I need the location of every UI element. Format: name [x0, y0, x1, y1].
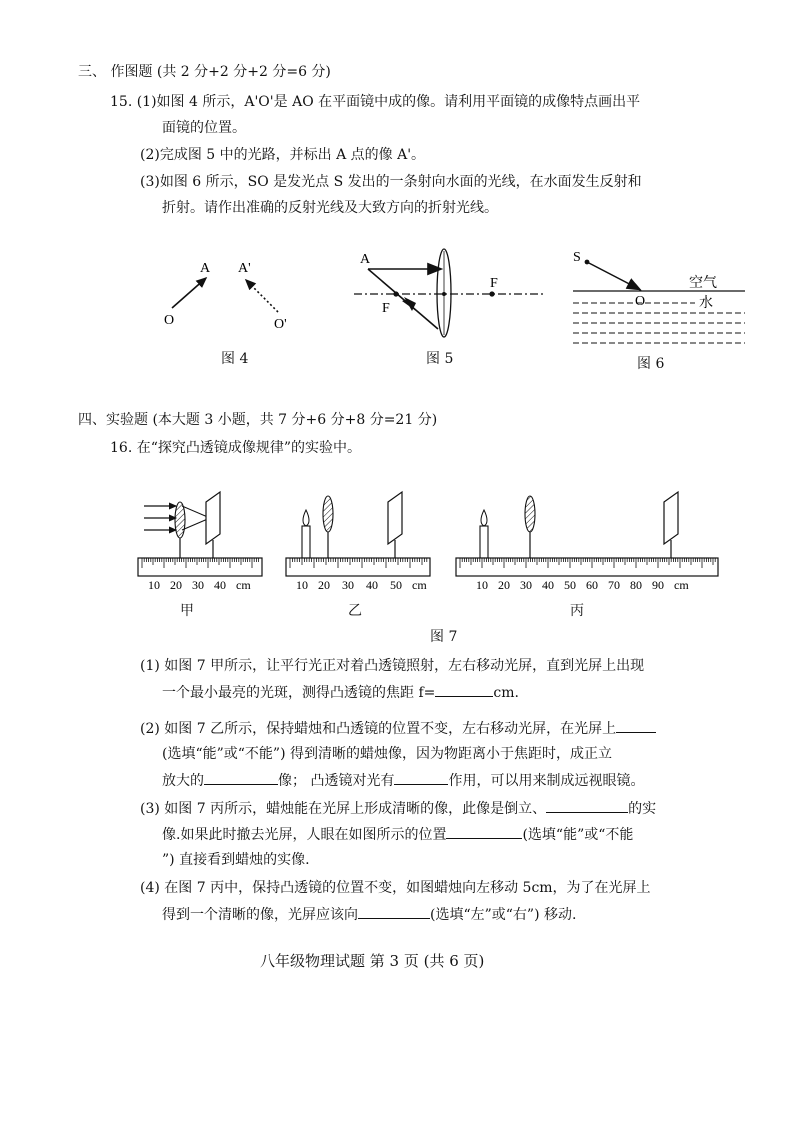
- section4-title: 四、实验题 (本大题 3 小题，共 7 分+6 分+8 分=21 分): [78, 412, 438, 428]
- figure-6: [565, 245, 745, 355]
- q16-1-line1: (1) 如图 7 甲所示，让平行光正对着凸透镜照射，左右移动光屏，直到光屏上出现: [140, 658, 645, 674]
- q16-4-text-b: (选填“左”或“右”) 移动.: [430, 907, 577, 923]
- ruler-bing-10: 10: [476, 578, 488, 592]
- fig5-caption: 图 5: [426, 351, 454, 367]
- fig4-label-O: O: [164, 313, 175, 328]
- fig5-label-F-left: F: [382, 301, 390, 316]
- ruler-yi-cm: cm: [412, 578, 427, 592]
- ruler-yi-20: 20: [318, 578, 330, 592]
- ruler-yi-10: 10: [296, 578, 308, 592]
- fig4-label-A-prime: A': [238, 261, 251, 276]
- ruler-jia-30: 30: [192, 578, 204, 592]
- ruler-bing-40: 40: [542, 578, 554, 592]
- screen-bing: [664, 492, 678, 544]
- fig6-label-water: 水: [699, 296, 713, 311]
- q16-2-text-c2: 像； 凸透镜对光有: [278, 773, 395, 789]
- q16-intro: 16. 在“探究凸透镜成像规律”的实验中。: [110, 440, 362, 456]
- answer-blank-direction[interactable]: [358, 904, 430, 919]
- fig4-caption: 图 4: [221, 351, 249, 367]
- candle-bing: [480, 526, 488, 558]
- lens-jia: [175, 502, 185, 538]
- ruler-yi-50: 50: [390, 578, 402, 592]
- q16-1-text-a: 一个最小最亮的光斑，测得凸透镜的焦距 f=: [162, 685, 436, 701]
- answer-blank-image-size[interactable]: [546, 798, 628, 813]
- q16-1-text-b: cm.: [493, 685, 519, 701]
- incident-ray-SO: [587, 262, 639, 289]
- q16-1-line2: [162, 682, 519, 703]
- q16-3-line1: [140, 798, 656, 819]
- answer-blank-focal-length[interactable]: [435, 682, 493, 697]
- q16-4-line2: [162, 904, 576, 925]
- q16-2-text-c1: 放大的: [162, 773, 204, 789]
- ruler-bing-30: 30: [520, 578, 532, 592]
- q16-2-line2: (选填“能”或“不能”) 得到清晰的蜡烛像，因为物距离小于焦距时，成正立: [162, 746, 613, 762]
- q16-3-line2: [162, 824, 633, 845]
- lens-yi: [323, 496, 333, 532]
- q15-part1-line1: 15. (1)如图 4 所示，A'O'是 AO 在平面镜中成的像。请利用平面镜的成像特点画出平: [110, 94, 641, 110]
- q16-2-text-a: (2) 如图 7 乙所示，保持蜡烛和凸透镜的位置不变，左右移动光屏，在光屏上: [140, 721, 617, 737]
- ruler-jia-cm: cm: [236, 578, 251, 592]
- fig4-label-O-prime: O': [274, 317, 287, 332]
- fig5-label-A: A: [360, 252, 371, 267]
- ruler-bing-20: 20: [498, 578, 510, 592]
- ray-A2O2-dotted: [246, 280, 278, 312]
- candle-yi: [302, 526, 310, 558]
- q15-part3-line2: 折射。请作出准确的反射光线及大致方向的折射光线。: [162, 200, 498, 216]
- fig7-sub-bing: 丙: [570, 603, 584, 619]
- candle-flame-yi: [303, 510, 309, 526]
- ruler-bing-80: 80: [630, 578, 642, 592]
- lens-bing: [525, 496, 535, 532]
- q16-2-line1: [140, 718, 656, 739]
- focus-left: [393, 291, 398, 296]
- fig5-label-F-right: F: [490, 276, 498, 291]
- figure-5: [350, 245, 550, 340]
- screen-yi: [388, 492, 402, 544]
- ruler-bing-90: 90: [652, 578, 664, 592]
- figure-7-jia: [136, 488, 266, 598]
- candle-flame-bing: [481, 510, 487, 526]
- q16-2-line3: [162, 770, 644, 791]
- ruler-yi-40: 40: [366, 578, 378, 592]
- fig7-sub-yi: 乙: [348, 603, 362, 619]
- fig6-label-O: O: [635, 294, 646, 309]
- figure-7-bing: [454, 488, 729, 598]
- q16-3-text-a: (3) 如图 7 丙所示，蜡烛能在光屏上形成清晰的像，此像是倒立、: [140, 801, 547, 817]
- q16-4-text-a: 得到一个清晰的像，光屏应该向: [162, 907, 358, 923]
- fig7-caption: 图 7: [430, 629, 458, 645]
- q15-part1-line2: 面镜的位置。: [162, 120, 246, 136]
- q16-3-text-c: 像.如果此时撤去光屏，人眼在如图所示的位置: [162, 827, 447, 843]
- section3-title: 三、 作图题 (共 2 分+2 分+2 分=6 分): [78, 64, 331, 80]
- ray-through-focus: [368, 269, 438, 329]
- q15-part2: (2)完成图 5 中的光路，并标出 A 点的像 A'。: [140, 147, 426, 163]
- fig4-label-A: A: [200, 261, 211, 276]
- page-footer: 八年级物理试题 第 3 页 (共 6 页): [260, 952, 485, 970]
- ruler-bing-50: 50: [564, 578, 576, 592]
- q16-3-text-d: (选填“能”或“不能: [522, 827, 634, 843]
- q16-3-line3: ”) 直接看到蜡烛的实像.: [162, 852, 310, 868]
- ruler-yi-30: 30: [342, 578, 354, 592]
- ruler-jia-10: 10: [148, 578, 160, 592]
- fig6-label-air: 空气: [689, 276, 717, 291]
- q15-part3-line1: (3)如图 6 所示，SO 是发光点 S 发出的一条射向水面的光线，在水面发生反射和: [140, 174, 642, 190]
- figure-7-yi: [284, 488, 434, 598]
- ray-AO: [172, 278, 206, 308]
- focus-right: [489, 291, 494, 296]
- ruler-bing-60: 60: [586, 578, 598, 592]
- answer-blank-lens-effect[interactable]: [394, 770, 448, 785]
- q16-2-text-c3: 作用，可以用来制成远视眼镜。: [448, 773, 645, 789]
- fig7-sub-jia: 甲: [180, 603, 194, 619]
- answer-blank-can-or-cannot[interactable]: [616, 718, 656, 733]
- q16-3-text-b: 的实: [628, 801, 657, 817]
- fig6-label-S: S: [573, 250, 581, 265]
- fig6-caption: 图 6: [637, 356, 665, 372]
- answer-blank-image-type[interactable]: [204, 770, 278, 785]
- q16-4-line1: (4) 在图 7 丙中，保持凸透镜的位置不变，如图蜡烛向左移动 5cm，为了在光屏上: [140, 880, 651, 896]
- ruler-jia-20: 20: [170, 578, 182, 592]
- screen-jia: [206, 492, 220, 544]
- ruler-jia-40: 40: [214, 578, 226, 592]
- answer-blank-eye-see[interactable]: [446, 824, 522, 839]
- figure-4: [150, 250, 300, 340]
- ruler-bing-70: 70: [608, 578, 620, 592]
- ruler-bing-cm: cm: [674, 578, 689, 592]
